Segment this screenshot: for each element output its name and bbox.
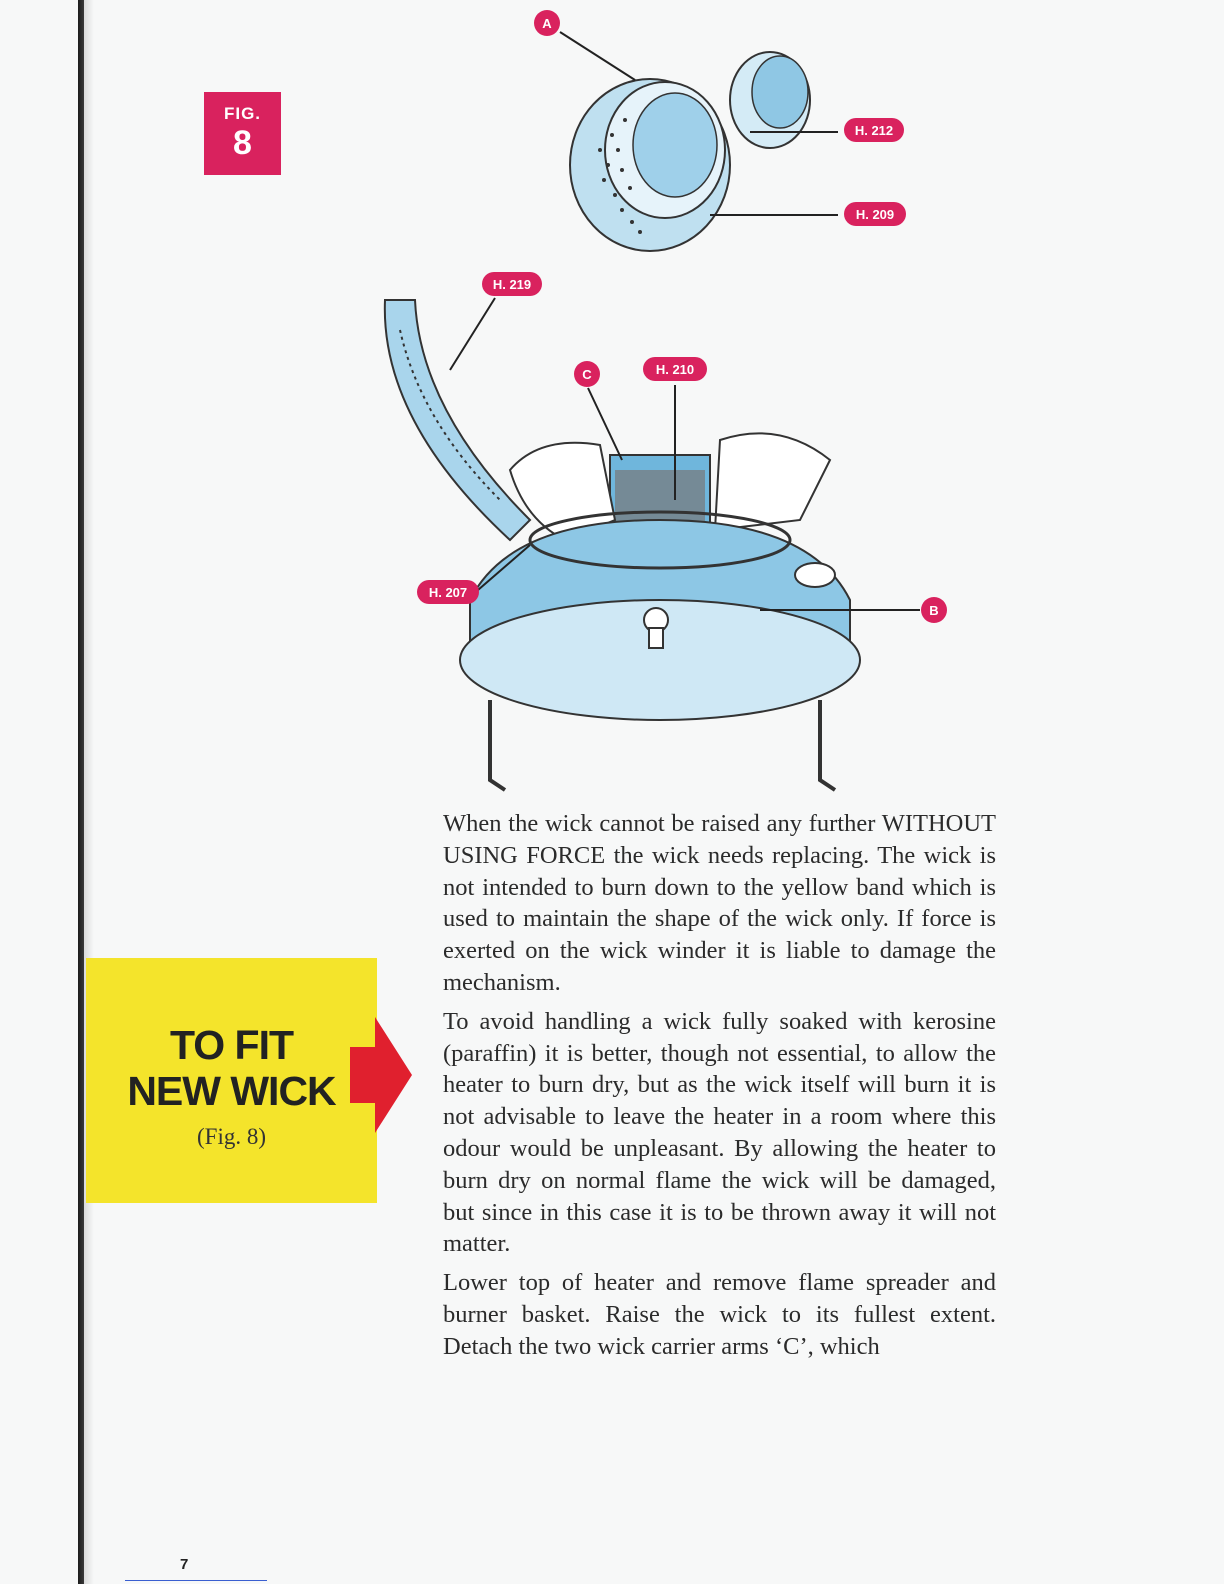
spine-shadow — [84, 0, 94, 1584]
callout-h219: H. 219 — [492, 277, 532, 292]
burner-basket — [570, 79, 730, 251]
callout-a: A — [542, 16, 552, 31]
section-callout-box — [86, 958, 377, 1203]
figure-number: 8 — [233, 124, 252, 162]
figure-badge — [204, 92, 281, 175]
callout-h212: H. 212 — [854, 123, 894, 138]
callout-b: B — [929, 603, 939, 618]
paragraph-1: When the wick cannot be raised any further WITHOUT USING FORCE the wick needs replacing. The wick is not intended to burn down to the yellow band which is used to maintain the shape of the wick only. If force is exerted on the wick winder it is liable to damage the mechanism. — [443, 810, 996, 996]
flame-spreader — [730, 52, 810, 148]
callout-h209: H. 209 — [855, 207, 895, 222]
paragraph-3: Lower top of heater and remove flame spreader and burner basket. Raise the wick to its fullest extent. Detach the two wick carrier arms ‘C’, which — [443, 1269, 996, 1360]
paragraph-2: To avoid handling a wick fully soaked with kerosine (paraffin) it is better, though not essential, to allow the heater to burn dry, but as the wick itself will burn it is not advisable to leave the heater in a room where this odour would be unpleasant. By allowing the heater to burn dry on normal flame the wick will be damaged, but since in this case it is to be thrown away it will not matter. — [443, 1007, 996, 1258]
footer-line — [125, 1580, 267, 1581]
callout-c: C — [582, 367, 592, 382]
arrow-right-icon — [350, 1017, 412, 1133]
section-figure-ref: (Fig. 8) — [197, 1124, 266, 1149]
section-title-line2: NEW WICK — [127, 1068, 336, 1114]
callout-h210: H. 210 — [655, 362, 695, 377]
section-title-line1: TO FIT — [169, 1022, 294, 1068]
figure-label: FIG. — [223, 104, 262, 123]
section-title — [86, 1022, 377, 1114]
heater-illustration — [360, 0, 960, 800]
heater-lid — [385, 300, 530, 540]
page-number: 7 — [180, 1556, 189, 1573]
callout-h207: H. 207 — [428, 585, 468, 600]
instructions-text — [443, 808, 996, 1370]
